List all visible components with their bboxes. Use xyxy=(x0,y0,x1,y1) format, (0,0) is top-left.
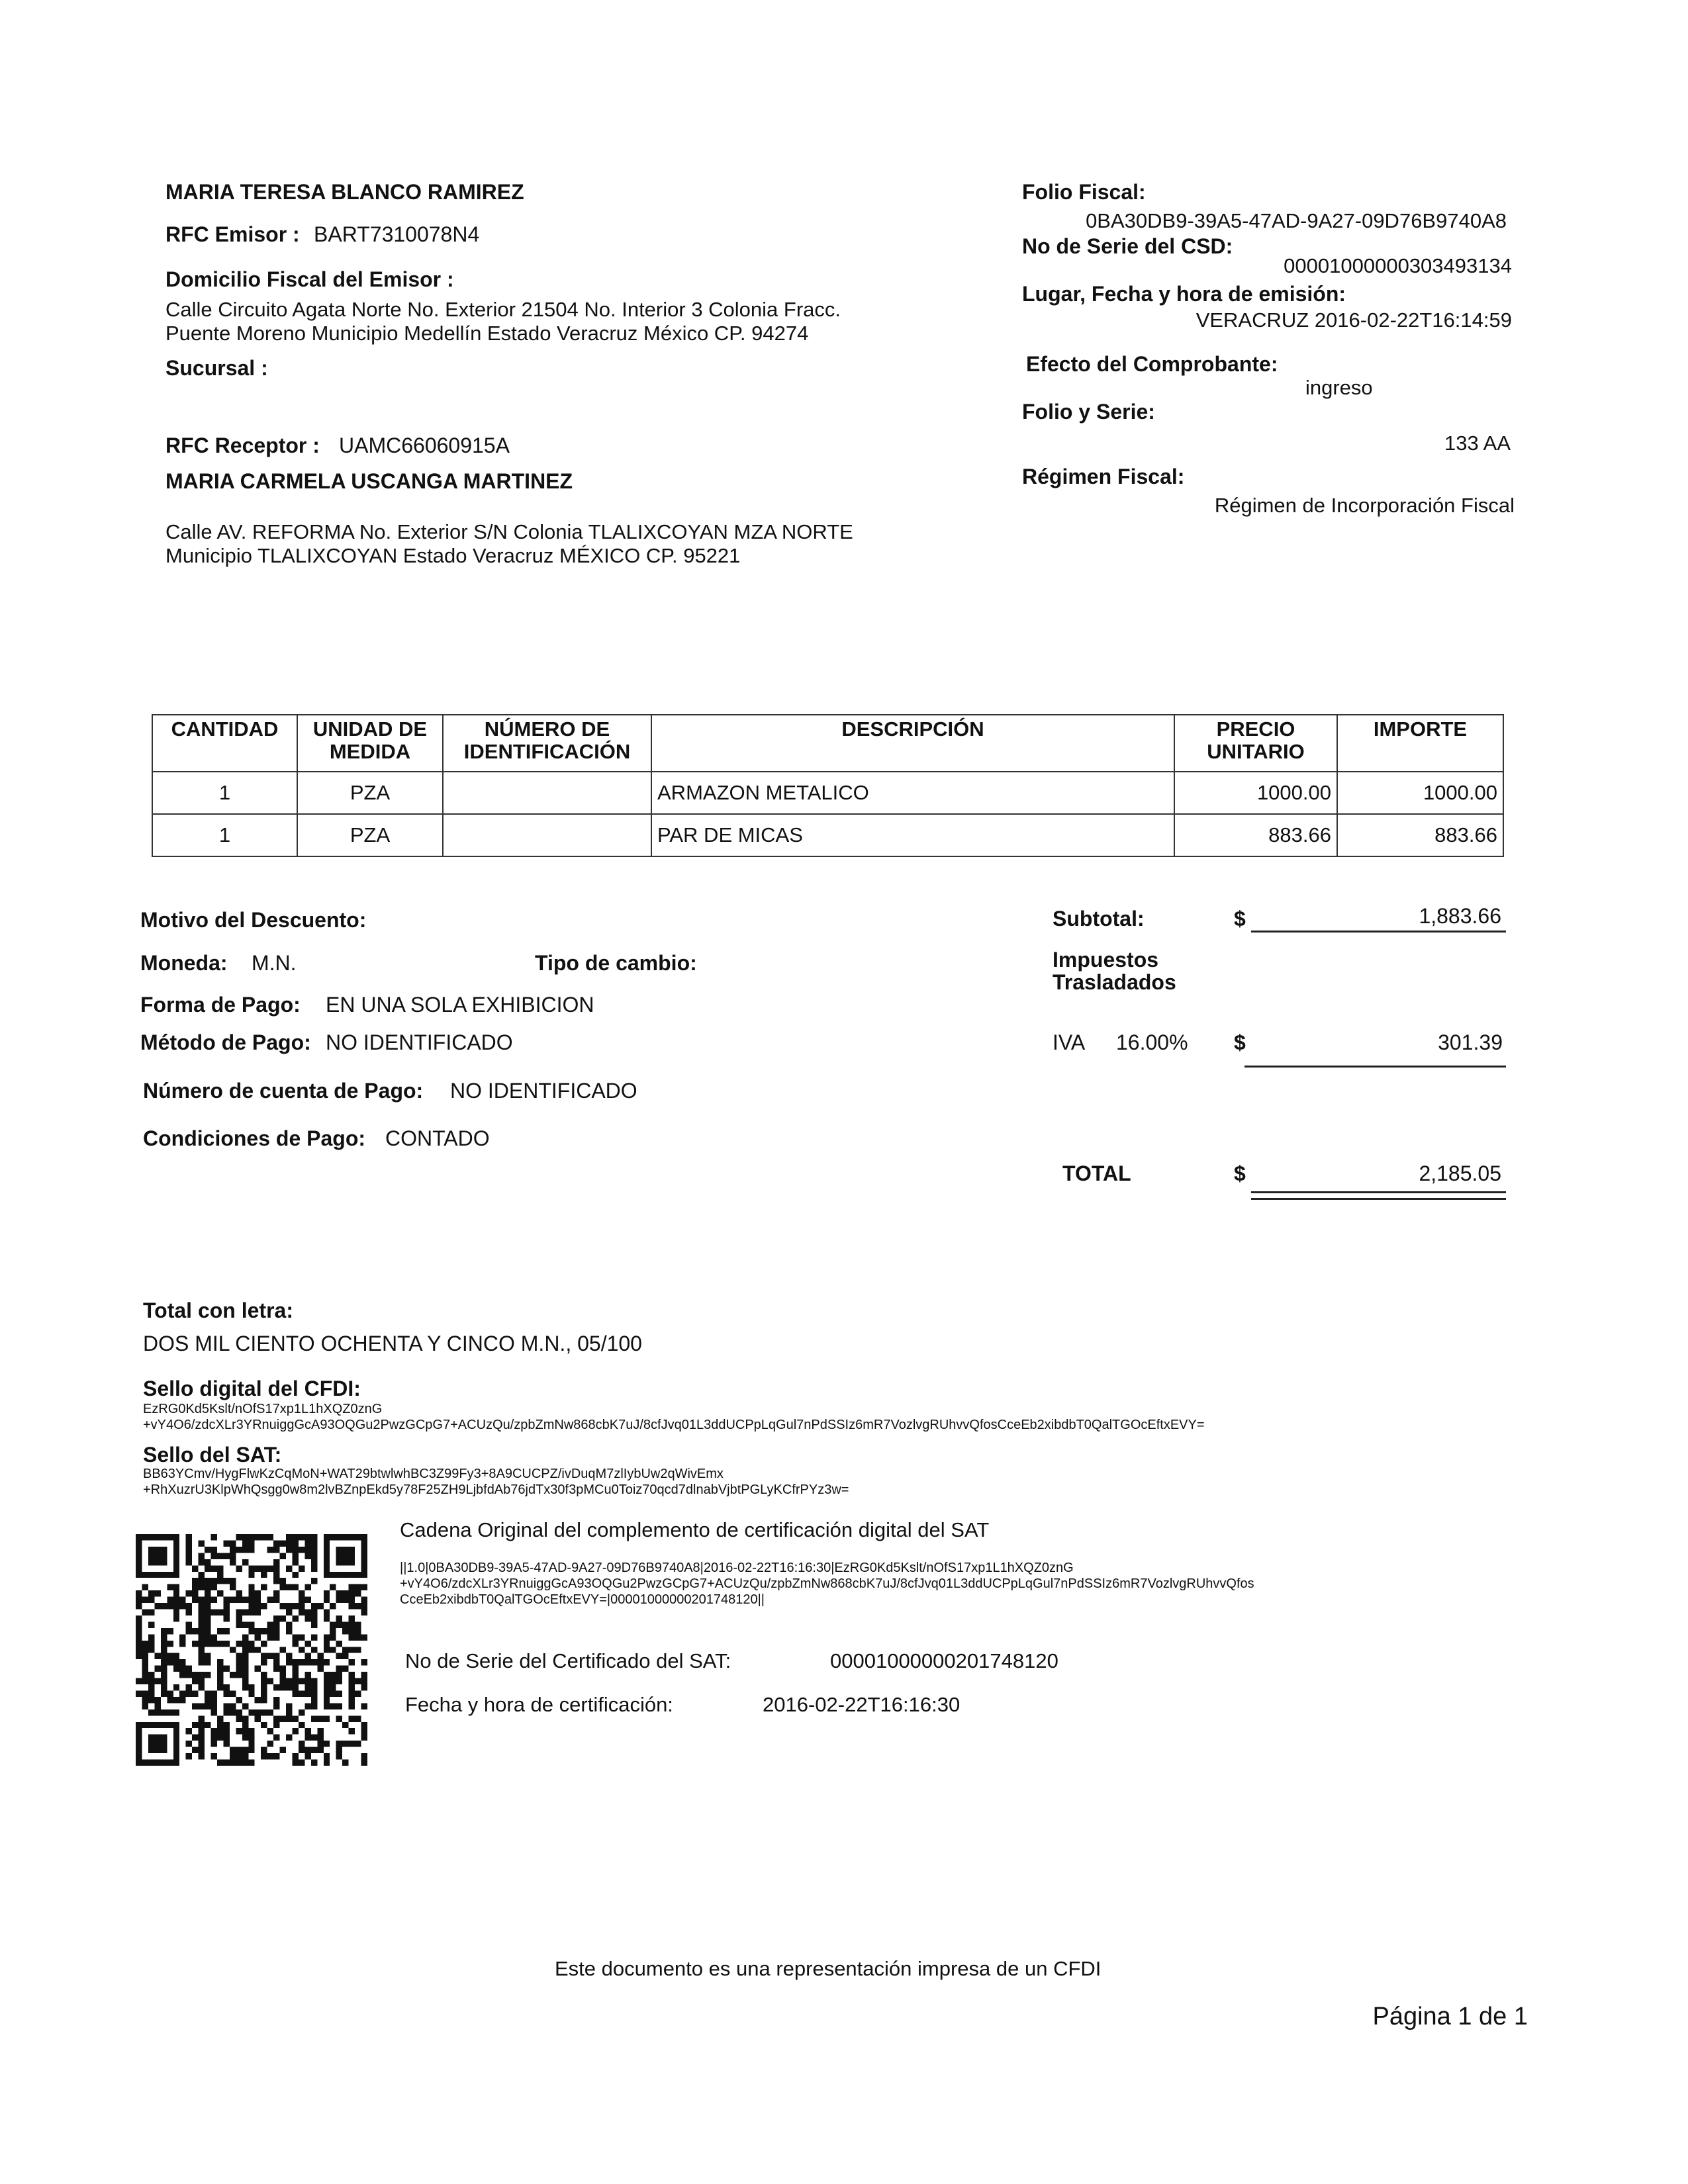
regimen-value: Régimen de Incorporación Fiscal xyxy=(1214,494,1515,517)
header-precio: PRECIO UNITARIO xyxy=(1174,715,1337,772)
csd-value: 00001000000303493134 xyxy=(1284,254,1512,277)
domicilio-label: Domicilio Fiscal del Emisor : xyxy=(165,267,454,291)
certificacion-fecha-value: 2016-02-22T16:16:30 xyxy=(763,1693,961,1716)
cadena-line-2: +vY4O6/zdcXLr3YRnuiggGcA93OQGu2PwzGCpG7+ACUzQu/zpbZmNw868cbK7uJ/8cfJvq01L3ddUCPpLqGul7nPdSSIz6mR7VozlvgRUhvvQfos xyxy=(400,1576,1254,1591)
lugar-fecha-value: VERACRUZ 2016-02-22T16:14:59 xyxy=(1196,308,1512,332)
total-value: 2,185.05 xyxy=(1419,1161,1501,1185)
iva-currency: $ xyxy=(1234,1030,1246,1054)
total-currency: $ xyxy=(1234,1161,1246,1185)
cadena-line-3: CceEb2xibdbT0QalTGOcEftxEVY=|00001000000201748120|| xyxy=(400,1592,765,1607)
metodo-pago-label: Método de Pago: xyxy=(140,1030,311,1054)
regimen-label: Régimen Fiscal: xyxy=(1022,465,1185,488)
table-row xyxy=(152,814,1503,856)
cell-importe: 1000.00 xyxy=(1337,772,1503,814)
page-number: Página 1 de 1 xyxy=(1372,2003,1528,2030)
csd-label: No de Serie del CSD: xyxy=(1022,234,1233,258)
iva-rate: 16.00% xyxy=(1116,1030,1188,1054)
sucursal-label: Sucursal : xyxy=(165,356,268,380)
tipo-cambio-label: Tipo de cambio: xyxy=(535,951,697,975)
qr-code-image xyxy=(136,1534,367,1766)
rfc-emisor-value: BART7310078N4 xyxy=(314,222,480,246)
motivo-label: Motivo del Descuento: xyxy=(140,908,367,932)
cell-descripcion: ARMAZON METALICO xyxy=(651,772,1174,814)
emisor-name: MARIA TERESA BLANCO RAMIREZ xyxy=(165,180,524,204)
condiciones-value: CONTADO xyxy=(385,1126,490,1150)
impuestos-label-line-2: Trasladados xyxy=(1053,970,1176,994)
cuenta-pago-label: Número de cuenta de Pago: xyxy=(143,1079,424,1103)
efecto-label: Efecto del Comprobante: xyxy=(1026,352,1278,376)
domicilio-line-2: Puente Moreno Municipio Medellín Estado Veracruz México CP. 94274 xyxy=(165,322,809,345)
cell-cantidad: 1 xyxy=(152,772,297,814)
header-descripcion: DESCRIPCIÓN xyxy=(651,715,1174,772)
efecto-value: ingreso xyxy=(1305,376,1373,399)
sello-cfdi-line-1: EzRG0Kd5Kslt/nOfS17xp1L1hXQZ0znG xyxy=(143,1402,383,1416)
cell-precio: 1000.00 xyxy=(1174,772,1337,814)
rfc-receptor-label: RFC Receptor : xyxy=(165,433,320,457)
impuestos-label-line-1: Impuestos xyxy=(1053,948,1159,972)
folio-fiscal-value: 0BA30DB9-39A5-47AD-9A27-09D76B9740A8 xyxy=(1086,209,1507,232)
iva-value: 301.39 xyxy=(1438,1030,1503,1054)
subtotal-label: Subtotal: xyxy=(1053,907,1145,931)
header-importe: IMPORTE xyxy=(1337,715,1503,772)
cell-unidad: PZA xyxy=(297,772,443,814)
header-cantidad: CANTIDAD xyxy=(152,715,297,772)
condiciones-label: Condiciones de Pago: xyxy=(143,1126,366,1150)
footer-note: Este documento es una representación impresa de un CFDI xyxy=(555,1957,1102,1980)
total-letra-value: DOS MIL CIENTO OCHENTA Y CINCO M.N., 05/100 xyxy=(143,1332,642,1355)
moneda-value: M.N. xyxy=(252,951,297,975)
moneda-label: Moneda: xyxy=(140,951,228,975)
cell-descripcion: PAR DE MICAS xyxy=(651,814,1174,856)
cell-precio: 883.66 xyxy=(1174,814,1337,856)
subtotal-rule xyxy=(1251,931,1506,933)
cadena-line-1: ||1.0|0BA30DB9-39A5-47AD-9A27-09D76B9740A8|2016-02-22T16:16:30|EzRG0Kd5Kslt/nOfS17xp1L1hXQZ0znG xyxy=(400,1561,1074,1575)
total-label: TOTAL xyxy=(1062,1161,1131,1185)
folio-serie-label: Folio y Serie: xyxy=(1022,400,1155,424)
cell-cantidad: 1 xyxy=(152,814,297,856)
cell-numero xyxy=(443,772,651,814)
certificacion-fecha-label: Fecha y hora de certificación: xyxy=(405,1693,673,1716)
rfc-receptor-value: UAMC66060915A xyxy=(339,433,510,457)
total-rule-2 xyxy=(1251,1198,1506,1200)
total-rule-1 xyxy=(1251,1191,1506,1193)
rfc-emisor-label: RFC Emisor : xyxy=(165,222,300,246)
domicilio-line-1: Calle Circuito Agata Norte No. Exterior 21504 No. Interior 3 Colonia Fracc. xyxy=(165,298,841,321)
table-row xyxy=(152,772,1503,814)
subtotal-currency: $ xyxy=(1234,907,1246,931)
cell-numero xyxy=(443,814,651,856)
sello-cfdi-label: Sello digital del CFDI: xyxy=(143,1377,361,1400)
iva-label: IVA xyxy=(1053,1030,1086,1054)
cell-importe: 883.66 xyxy=(1337,814,1503,856)
sello-cfdi-line-2: +vY4O6/zdcXLr3YRnuiggGcA93OQGu2PwzGCpG7+ACUzQu/zpbZmNw868cbK7uJ/8cfJvq01L3ddUCPpLqGul7nPdSSIz6mR7VozlvgRUhvvQfosCceEb2xibdbT0QalTGOcEftxEVY= xyxy=(143,1418,1205,1432)
cell-unidad: PZA xyxy=(297,814,443,856)
cuenta-pago-value: NO IDENTIFICADO xyxy=(450,1079,637,1103)
table-header-row xyxy=(152,715,1503,772)
total-letra-label: Total con letra: xyxy=(143,1298,293,1322)
iva-rule xyxy=(1244,1066,1506,1068)
items-table xyxy=(152,714,1504,857)
folio-fiscal-label: Folio Fiscal: xyxy=(1022,180,1146,204)
receptor-address-line-2: Municipio TLALIXCOYAN Estado Veracruz MÉXICO CP. 95221 xyxy=(165,544,741,567)
metodo-pago-value: NO IDENTIFICADO xyxy=(326,1030,513,1054)
header-unidad: UNIDAD DE MEDIDA xyxy=(297,715,443,772)
folio-serie-value: 133 AA xyxy=(1444,432,1511,455)
certificado-serie-label: No de Serie del Certificado del SAT: xyxy=(405,1649,731,1672)
receptor-address-line-1: Calle AV. REFORMA No. Exterior S/N Colonia TLALIXCOYAN MZA NORTE xyxy=(165,520,853,543)
receptor-name: MARIA CARMELA USCANGA MARTINEZ xyxy=(165,469,573,493)
sello-sat-label: Sello del SAT: xyxy=(143,1443,282,1467)
cadena-title: Cadena Original del complemento de certificación digital del SAT xyxy=(400,1518,990,1541)
sello-sat-line-1: BB63YCmv/HygFlwKzCqMoN+WAT29btwlwhBC3Z99Fy3+8A9CUCPZ/ivDuqM7zlIybUw2qWivEmx xyxy=(143,1467,724,1481)
forma-pago-value: EN UNA SOLA EXHIBICION xyxy=(326,993,594,1017)
qr-modules xyxy=(136,1534,367,1766)
sello-sat-line-2: +RhXuzrU3KlpWhQsgg0w8m2lvBZnpEkd5y78F25ZH9LjbfdAb76jdTx30f3pMCu0Toiz70qcd7dlnabVjbtPGLyKCfrPYz3w= xyxy=(143,1482,849,1497)
header-numero: NÚMERO DE IDENTIFICACIÓN xyxy=(443,715,651,772)
forma-pago-label: Forma de Pago: xyxy=(140,993,301,1017)
certificado-serie-value: 00001000000201748120 xyxy=(830,1649,1058,1672)
subtotal-value: 1,883.66 xyxy=(1419,904,1501,928)
lugar-fecha-label: Lugar, Fecha y hora de emisión: xyxy=(1022,282,1346,306)
